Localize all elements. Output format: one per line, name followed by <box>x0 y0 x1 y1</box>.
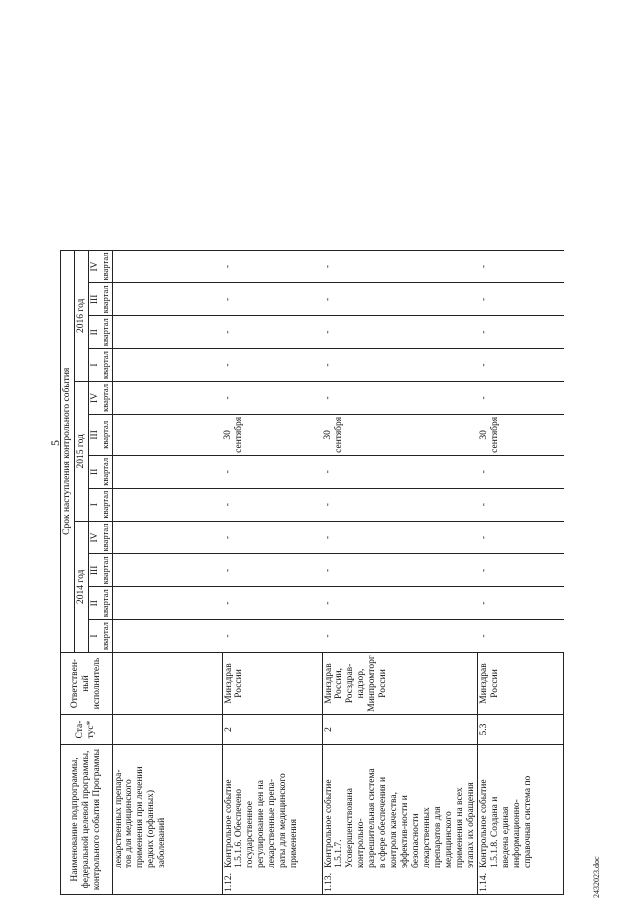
quarter-cell: - <box>478 554 564 587</box>
quarter-numeral: III <box>89 565 100 576</box>
status-cell: 2 <box>222 715 322 745</box>
quarter-word: квартал <box>99 589 110 618</box>
quarter-cell: 30 сентября <box>222 414 322 455</box>
quarter-cell: 30 сентября <box>322 414 478 455</box>
header-deadline: Срок наступления контрольного события <box>61 250 75 652</box>
quarter-numeral: II <box>89 329 100 336</box>
header-year: 2014 год <box>74 521 88 652</box>
quarter-cell: - <box>322 455 478 488</box>
quarter-cell <box>112 488 222 521</box>
quarter-cell: - <box>478 455 564 488</box>
table-row <box>478 250 564 894</box>
header-quarter <box>88 283 112 316</box>
responsible-cell: Минздрав России, Росздрав-надзор, Минпромторг России <box>322 653 478 715</box>
document-file-stamp: 2432023.doc <box>592 856 601 898</box>
quarter-cell <box>112 521 222 554</box>
quarter-cell: - <box>222 316 322 349</box>
quarter-cell: - <box>478 382 564 415</box>
quarter-cell: - <box>478 587 564 620</box>
quarter-word: квартал <box>99 622 110 650</box>
quarter-cell: - <box>322 521 478 554</box>
quarter-cell <box>112 620 222 653</box>
responsible-cell: Минздрав России <box>478 653 564 715</box>
quarter-cell: - <box>222 283 322 316</box>
event-name: Контрольное событие 1.5.1.6. Обеспечено государственное регулирование цен на лекарственные препа-раты для медицинского применения <box>223 773 300 868</box>
status-cell: 5.3 <box>478 715 564 745</box>
quarter-numeral: I <box>89 363 100 367</box>
quarter-cell <box>112 382 222 415</box>
quarter-cell: - <box>322 488 478 521</box>
row-number: 1.12. <box>223 873 234 892</box>
quarter-cell: - <box>222 488 322 521</box>
header-responsible-column: Ответствен-ный исполнитель <box>61 653 113 715</box>
table-row <box>222 250 322 894</box>
header-quarter <box>88 554 112 587</box>
quarter-cell: - <box>322 554 478 587</box>
quarter-cell: - <box>222 349 322 382</box>
event-name-cell <box>478 745 564 895</box>
quarter-cell: - <box>478 488 564 521</box>
quarter-word: квартал <box>99 318 110 347</box>
header-year: 2016 год <box>74 250 88 381</box>
quarter-word: квартал <box>99 252 110 281</box>
quarter-cell: - <box>322 620 478 653</box>
quarter-cell: - <box>322 349 478 382</box>
quarter-cell: - <box>222 382 322 415</box>
quarter-numeral: II <box>89 600 100 607</box>
quarter-numeral: IV <box>89 392 100 403</box>
header-name-column: Наименование подпрограммы, федеральной целевой программы, контрольного события Программы <box>61 745 113 895</box>
quarter-cell: - <box>222 521 322 554</box>
quarter-cell: - <box>478 349 564 382</box>
quarter-cell: - <box>322 316 478 349</box>
quarter-numeral: III <box>89 430 100 440</box>
quarter-cell: - <box>478 250 564 283</box>
header-quarter <box>88 587 112 620</box>
row-number: 1.13. <box>323 873 334 892</box>
header-quarter <box>88 414 112 455</box>
event-name: лекарственных препара-тов для медицинского применения при лечении редких (орфанных) заболеваний <box>113 766 168 868</box>
quarter-cell <box>112 587 222 620</box>
quarter-numeral: I <box>89 634 100 638</box>
quarter-word: квартал <box>99 285 110 314</box>
table-row <box>112 250 222 894</box>
quarter-cell: - <box>222 620 322 653</box>
quarter-word: квартал <box>99 384 110 412</box>
status-cell: 2 <box>322 715 478 745</box>
header-quarter <box>88 349 112 382</box>
quarter-numeral: II <box>89 468 100 475</box>
rotated-page-content <box>60 15 620 895</box>
control-events-table <box>60 250 564 895</box>
event-name: Контрольное событие 1.5.1.8. Создана и введена единая информационно-справочная система по <box>479 775 534 868</box>
event-name-cell <box>112 745 222 895</box>
page-number: 5 <box>48 440 62 446</box>
quarter-cell <box>112 283 222 316</box>
header-quarter <box>88 382 112 415</box>
event-name-cell <box>322 745 478 895</box>
quarter-cell: - <box>478 521 564 554</box>
quarter-cell <box>112 414 222 455</box>
status-cell <box>112 715 222 745</box>
quarter-word: квартал <box>99 490 110 519</box>
quarter-word: квартал <box>99 556 110 585</box>
quarter-word: квартал <box>99 457 110 486</box>
header-quarter <box>88 521 112 554</box>
quarter-numeral: III <box>89 294 100 305</box>
quarter-numeral: IV <box>89 261 100 272</box>
quarter-cell <box>112 349 222 382</box>
quarter-cell <box>112 554 222 587</box>
quarter-cell <box>112 316 222 349</box>
quarter-cell: - <box>478 316 564 349</box>
quarter-numeral: I <box>89 503 100 507</box>
quarter-cell: 30 сентября <box>478 414 564 455</box>
responsible-cell: Минздрав России <box>222 653 322 715</box>
quarter-cell <box>112 455 222 488</box>
header-year: 2015 год <box>74 382 88 522</box>
quarter-cell: - <box>322 382 478 415</box>
header-status-column: Ста-тус* <box>61 715 113 745</box>
responsible-cell <box>112 653 222 715</box>
event-name: Контрольное событие 1.5.1.7. Усовершенствована контрольно-разрешительная система в сфере обеспечения и контроля качества, эффектив-ности и безопасности лекарственных препаратов для медицинского применения на всех этапах их обращения <box>323 768 476 868</box>
header-quarter <box>88 316 112 349</box>
quarter-numeral: IV <box>89 532 100 543</box>
quarter-word: квартал <box>99 420 110 449</box>
table-row <box>322 250 478 894</box>
quarter-cell <box>112 250 222 283</box>
header-quarter <box>88 455 112 488</box>
quarter-cell: - <box>322 283 478 316</box>
event-name-cell <box>222 745 322 895</box>
row-number: 1.14. <box>479 873 490 892</box>
header-quarter <box>88 488 112 521</box>
quarter-cell: - <box>222 587 322 620</box>
quarter-word: квартал <box>99 351 110 379</box>
header-quarter <box>88 620 112 653</box>
quarter-cell: - <box>322 250 478 283</box>
quarter-cell: - <box>478 283 564 316</box>
header-quarter <box>88 250 112 283</box>
quarter-cell: - <box>478 620 564 653</box>
quarter-word: квартал <box>99 523 110 552</box>
quarter-cell: - <box>322 587 478 620</box>
quarter-cell: - <box>222 554 322 587</box>
quarter-cell: - <box>222 250 322 283</box>
quarter-cell: - <box>222 455 322 488</box>
